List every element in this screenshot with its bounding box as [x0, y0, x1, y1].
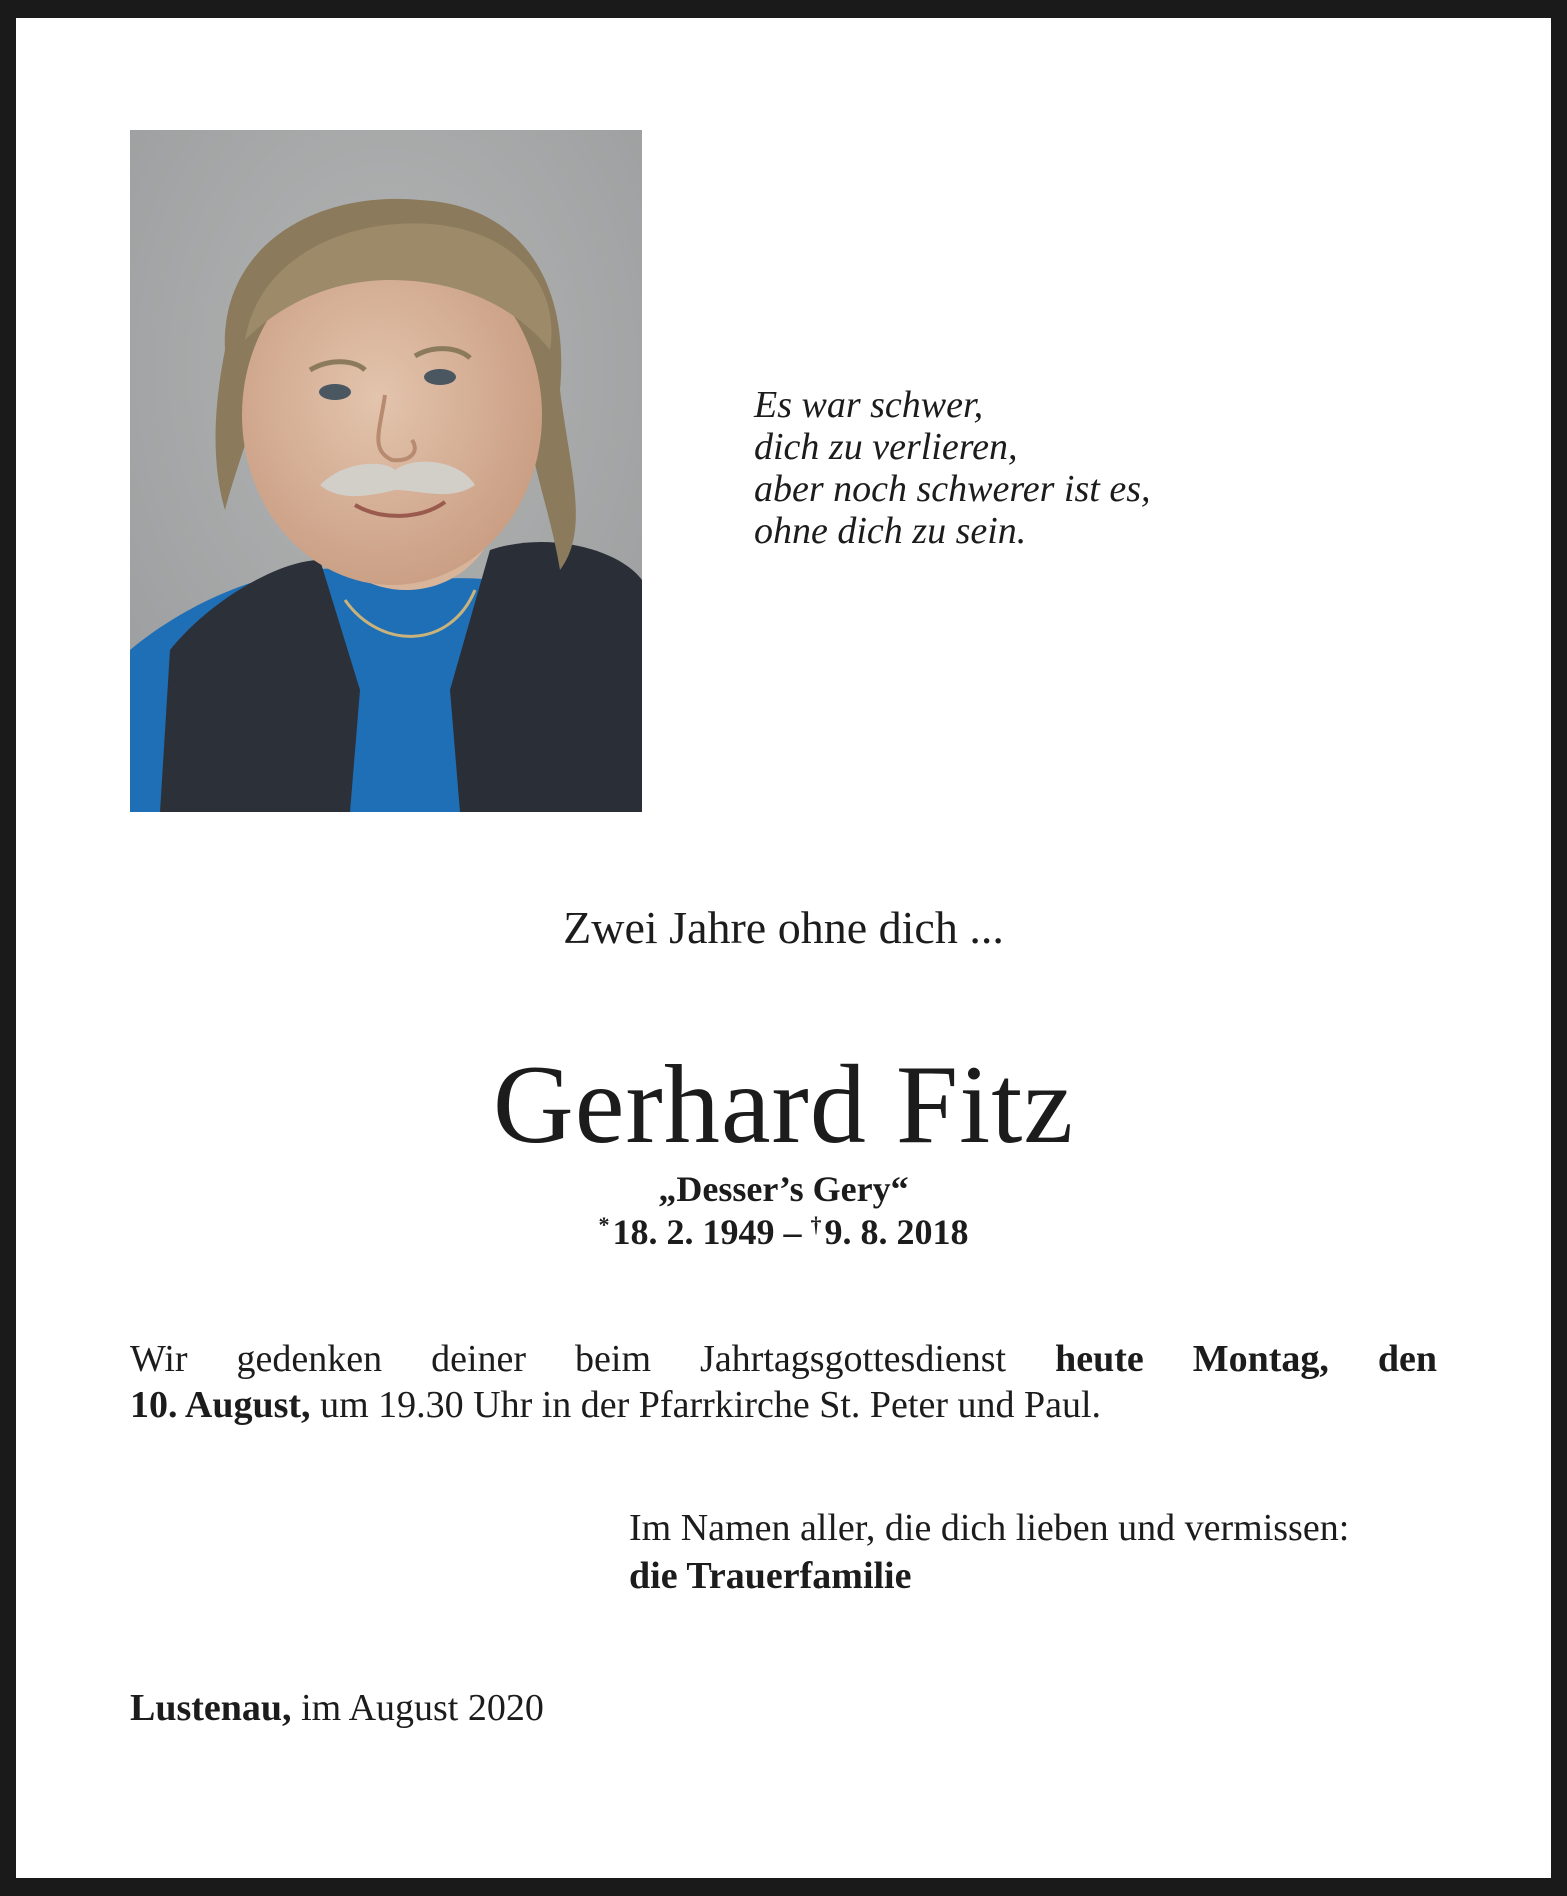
signoff — [629, 1504, 1349, 1600]
signoff-family: die Trauerfamilie — [629, 1555, 912, 1597]
portrait-image — [130, 130, 642, 812]
place-date: im August 2020 — [291, 1687, 544, 1729]
place-and-date — [130, 1685, 544, 1731]
poem-line: dich zu verlieren, — [754, 426, 1018, 468]
death-date: 9. 8. 2018 — [824, 1212, 969, 1252]
announcement-day-bold: 10. August, — [130, 1384, 311, 1426]
deceased-nickname: „Desser’s Gery“ — [658, 1169, 909, 1209]
announcement-text: Wir gedenken deiner beim Jahrtagsgottesdienst — [130, 1338, 1056, 1380]
announcement-line-1 — [130, 1336, 1437, 1382]
deceased-name: Gerhard Fitz — [492, 1043, 1075, 1167]
birth-symbol: * — [598, 1212, 610, 1237]
poem-line: Es war schwer, — [754, 384, 984, 426]
death-symbol: † — [810, 1212, 822, 1237]
birth-date: 18. 2. 1949 — [612, 1212, 775, 1252]
date-separator: – — [774, 1212, 811, 1252]
portrait-photo — [130, 130, 642, 812]
poem-line: ohne dich zu sein. — [754, 510, 1027, 552]
service-announcement — [130, 1336, 1437, 1428]
announcement-date-bold: heute Montag, den — [1055, 1338, 1437, 1380]
announcement-location: um 19.30 Uhr in der Pfarrkirche St. Peter und Paul. — [310, 1384, 1102, 1426]
place-town: Lustenau, — [130, 1687, 292, 1729]
signoff-intro: Im Namen aller, die dich lieben und vermissen: — [629, 1507, 1350, 1549]
memorial-subtitle: Zwei Jahre ohne dich ... — [563, 902, 1004, 953]
announcement-line-2 — [130, 1384, 1101, 1426]
memorial-poem — [754, 384, 1150, 552]
life-dates — [0, 1210, 1567, 1254]
poem-line: aber noch schwerer ist es, — [754, 468, 1151, 510]
